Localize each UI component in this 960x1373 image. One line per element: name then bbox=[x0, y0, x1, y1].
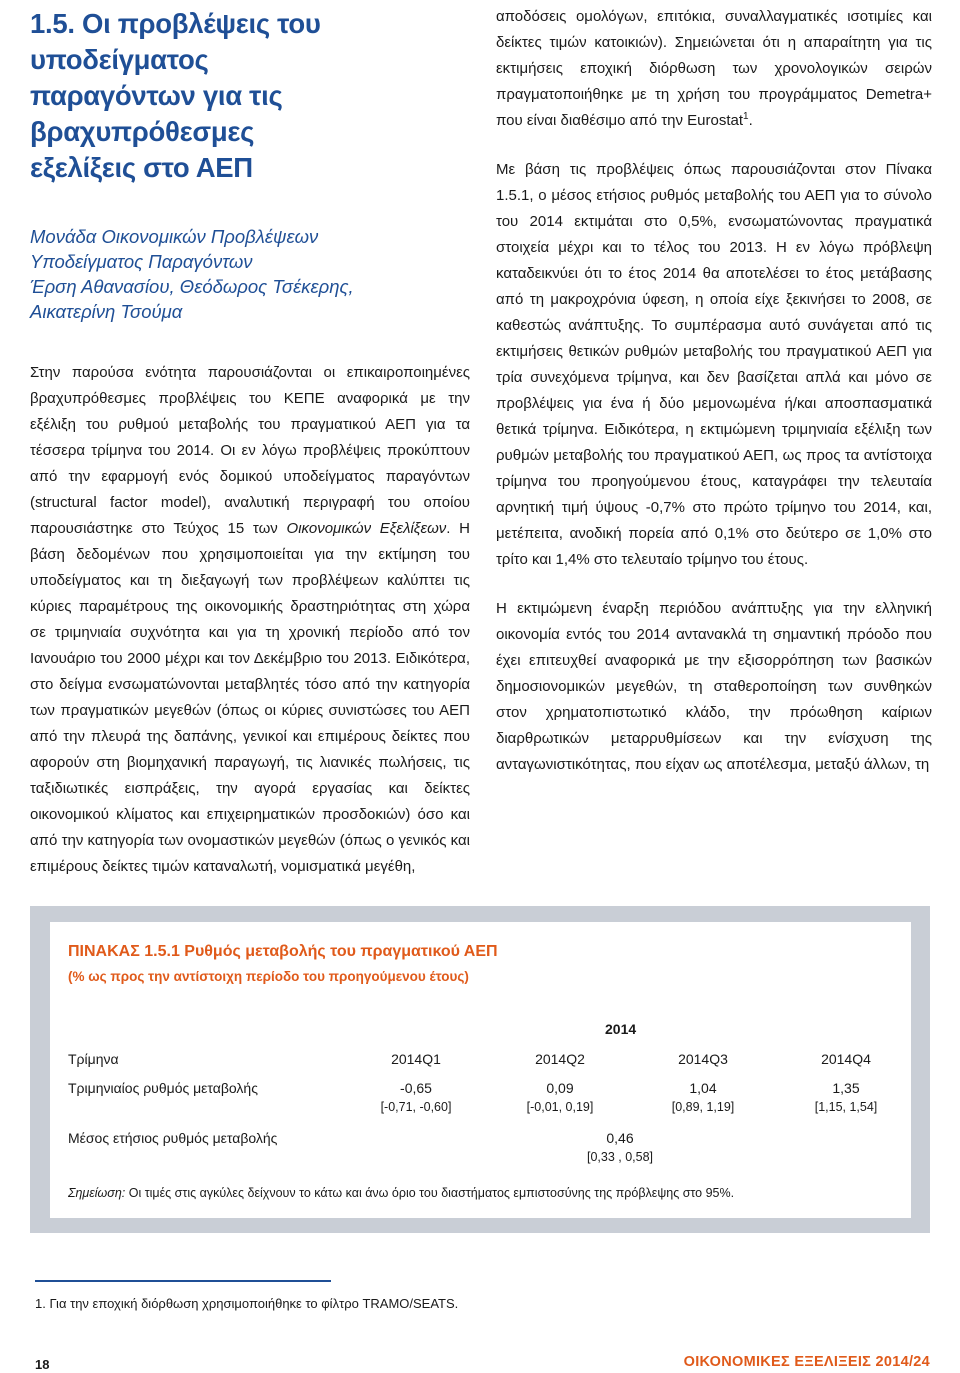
data-table bbox=[68, 986, 897, 1176]
footnote-ref[interactable]: 1 bbox=[743, 111, 749, 122]
paragraph-text: αποδόσεις ομολόγων, επιτόκια, συναλλαγματικές ισοτιμίες και δείκτες τιμών κατοικιών). Σημειώνεται ότι η απαραίτητη για τις εκτιμήσεις εποχική διόρθωση των χρονολογικών σειρών πραγματοποιήθηκε με τη χρήση του προγράμματος Demetra+ που είναι διαθέσιμο από την Eurostat bbox=[496, 8, 932, 129]
quarter-header: 2014Q2 bbox=[535, 1051, 585, 1067]
page-number: 18 bbox=[35, 1357, 50, 1372]
quarterly-ci: [0,89, 1,19] bbox=[671, 1100, 735, 1114]
quarterly-value: 0,09 bbox=[546, 1080, 574, 1096]
table-subtitle: (% ως προς την αντίστοιχη περίοδο του προηγούμενου έτους) bbox=[68, 969, 469, 984]
quarter-header: 2014Q4 bbox=[821, 1051, 871, 1067]
table-note bbox=[68, 1186, 734, 1200]
quarterly-value: -0,65 bbox=[400, 1080, 432, 1096]
body-paragraph bbox=[496, 4, 932, 134]
row-label-quarters: Τρίμηνα bbox=[68, 1051, 119, 1067]
quarterly-value: 1,35 bbox=[832, 1080, 860, 1096]
author-line: Υποδείγματος Παραγόντων bbox=[30, 251, 253, 272]
note-label: Σημείωση: bbox=[68, 1186, 126, 1200]
paragraph-end: . bbox=[748, 112, 753, 129]
section-title-line: εξελίξεις στο ΑΕΠ bbox=[30, 152, 253, 183]
row-label-annual: Μέσος ετήσιος ρυθμός μεταβολής bbox=[68, 1130, 278, 1146]
annual-value: 0,46 bbox=[606, 1130, 634, 1146]
journal-name: ΟΙΚΟΝΟΜΙΚΕΣ ΕΞΕΛΙΞΕΙΣ 2014/24 bbox=[683, 1354, 930, 1370]
table-card bbox=[50, 922, 911, 1218]
table-panel bbox=[30, 906, 930, 1233]
left-column bbox=[30, 0, 470, 895]
year-header: 2014 bbox=[605, 1021, 637, 1037]
paragraph-text: . Η βάση δεδομένων που χρησιμοποιείται για την εκτίμηση του υποδείγματος και τη διεξαγωγή των προβλέψεων καλύπτει τις κύριες παραμέτρους της οικονομικής δραστηριότητας στη χώρα σε τριμηνιαία συχνότητα και για τη χρονική περίοδο από τον Ιανουάριο του 2000 μέχρι και τον Δεκέμβριο του 2013. Ειδικότερα, στο δείγμα ενσωματώνονται μεταβλητές τόσο από την κατηγορία των πραγματικών μεγεθών (όπως οι κύριες συνιστώσες του ΑΕΠ από την πλευρά της δαπάνης, γενικοί και επιμέρους δείκτες που αφορούν στη βιομηχανική παραγωγή, τις λιανικές πωλήσεις, τις ταξιδιωτικές εισπράξεις, την αγορά εργασίας και δείκτες οικονομικού κλίματος και επιχειρηματικών προσδοκιών) όσο και από την κατηγορία των ονομαστικών μεγεθών (όπως ο γενικός και επιμέρους δείκτες τιμών καταναλωτή, νομισματικά μεγέθη, bbox=[30, 520, 471, 875]
body-paragraph: Με βάση τις προβλέψεις όπως παρουσιάζονται στον Πίνακα 1.5.1, ο μέσος ετήσιος ρυθμός μεταβολής του ΑΕΠ για το σύνολο του 2014 εκτιμάται στο 0,5%, ενσωματώνοντας πραγματικά στοιχεία μέχρι και το τέλος του 2013. Η εν λόγω πρόβλεψη καταδεικνύει ότι το έτος 2014 θα αποτελέσει το έτος μετάβασης από τη μακροχρόνια ύφεση, η οποία είχε ξεκινήσει το 2008, σε καθεστώς ανάπτυξης. Το συμπέρασμα αυτό συνάγεται από τις εκτιμήσεις θετικών ρυθμών μεταβολής του πραγματικού ΑΕΠ για τρία συνεχόμενα τρίμηνα, και δεν βασίζεται απλά και μόνο σε προβλέψεις για ένα ή δύο μεμονωμένα ή/και αποσπασματικά θετικά τρίμηνα. Ειδικότερα, η εκτιμώμενη τριμηνιαία εξέλιξη των ρυθμών μεταβολής του πραγματικού ΑΕΠ, ως προς τα αντίστοιχα τρίμηνα του προηγούμενου έτους, καταγράφει την τελευταία αρνητική τιμή ύψους -0,7% στο πρώτο τρίμηνο του 2014, και, μετέπειτα, ανοδική πορεία από 0,1% στο δεύτερο σε 1,0% στο τρίτο και 1,4% στο τελευταίο τρίμηνο του έτους. bbox=[496, 161, 932, 568]
section-title bbox=[30, 6, 470, 186]
right-column bbox=[496, 0, 932, 801]
body-paragraph bbox=[30, 360, 470, 880]
quarterly-ci: [-0,71, -0,60] bbox=[380, 1100, 452, 1114]
annual-ci: [0,33 , 0,58] bbox=[586, 1150, 654, 1164]
author-line: Αικατερίνη Τσούμα bbox=[30, 301, 183, 322]
section-title-line: παραγόντων για τις βραχυπρόθεσμες bbox=[30, 80, 283, 147]
footnote: 1. Για την εποχική διόρθωση χρησιμοποιήθηκε το φίλτρο TRAMO/SEATS. bbox=[35, 1296, 459, 1311]
author-line: Μονάδα Οικονομικών Προβλέψεων bbox=[30, 226, 319, 247]
body-paragraph: Η εκτιμώμενη έναρξη περιόδου ανάπτυξης για την ελληνική οικονομία εντός του 2014 αντανακλά τη σημαντική πρόοδο που έχει επιτευχθεί αναφορικά με την εξισορρόπηση των βασικών δημοσιονομικών μεγεθών, τη σταθεροποίηση των συνθηκών στον χρηματοπιστωτικό κλάδο, την πρόωθηση καίριων διαρθρωτικών μεταρρυθμίσεων και την ενίσχυση της ανταγωνιστικότητας, που είχαν ως αποτέλεσμα, μεταξύ άλλων, τη bbox=[496, 600, 932, 773]
row-label-quarterly: Τριμηνιαίος ρυθμός μεταβολής bbox=[68, 1080, 258, 1096]
table-title: ΠΙΝΑΚΑΣ 1.5.1 Ρυθμός μεταβολής του πραγματικού ΑΕΠ bbox=[68, 943, 498, 960]
quarter-header: 2014Q1 bbox=[391, 1051, 441, 1067]
quarterly-ci: [1,15, 1,54] bbox=[814, 1100, 878, 1114]
section-title-line: 1.5. Οι προβλέψεις του υποδείγματος bbox=[30, 8, 321, 75]
author-line: Έρση Αθανασίου, Θεόδωρος Τσέκερης, bbox=[30, 276, 354, 297]
footnote-divider bbox=[35, 1280, 331, 1282]
journal-title-ref: Οικονομικών Εξελίξεων bbox=[286, 520, 447, 537]
authors-block bbox=[30, 224, 470, 324]
quarterly-ci: [-0,01, 0,19] bbox=[526, 1100, 594, 1114]
note-text: Οι τιμές στις αγκύλες δείχνουν το κάτω και άνω όριο του διαστήματος εμπιστοσύνης της πρόβλεψης στο 95%. bbox=[125, 1186, 735, 1200]
quarterly-value: 1,04 bbox=[689, 1080, 717, 1096]
quarter-header: 2014Q3 bbox=[678, 1051, 728, 1067]
paragraph-text: Στην παρούσα ενότητα παρουσιάζονται οι επικαιροποιημένες βραχυπρόθεσμες προβλέψεις του ΚΕΠΕ αναφορικά με την εξέλιξη του ρυθμού μεταβολής του πραγματικού ΑΕΠ για τα τέσσερα τρίμηνα του 2014. Οι εν λόγω προβλέψεις προκύπτουν από την εφαρμογή ενός δομικού υποδείγματος παραγόντων (structural factor model), αναλυτική περιγραφή του οποίου παρουσιάστηκε στο Τεύχος 15 των bbox=[30, 364, 470, 537]
